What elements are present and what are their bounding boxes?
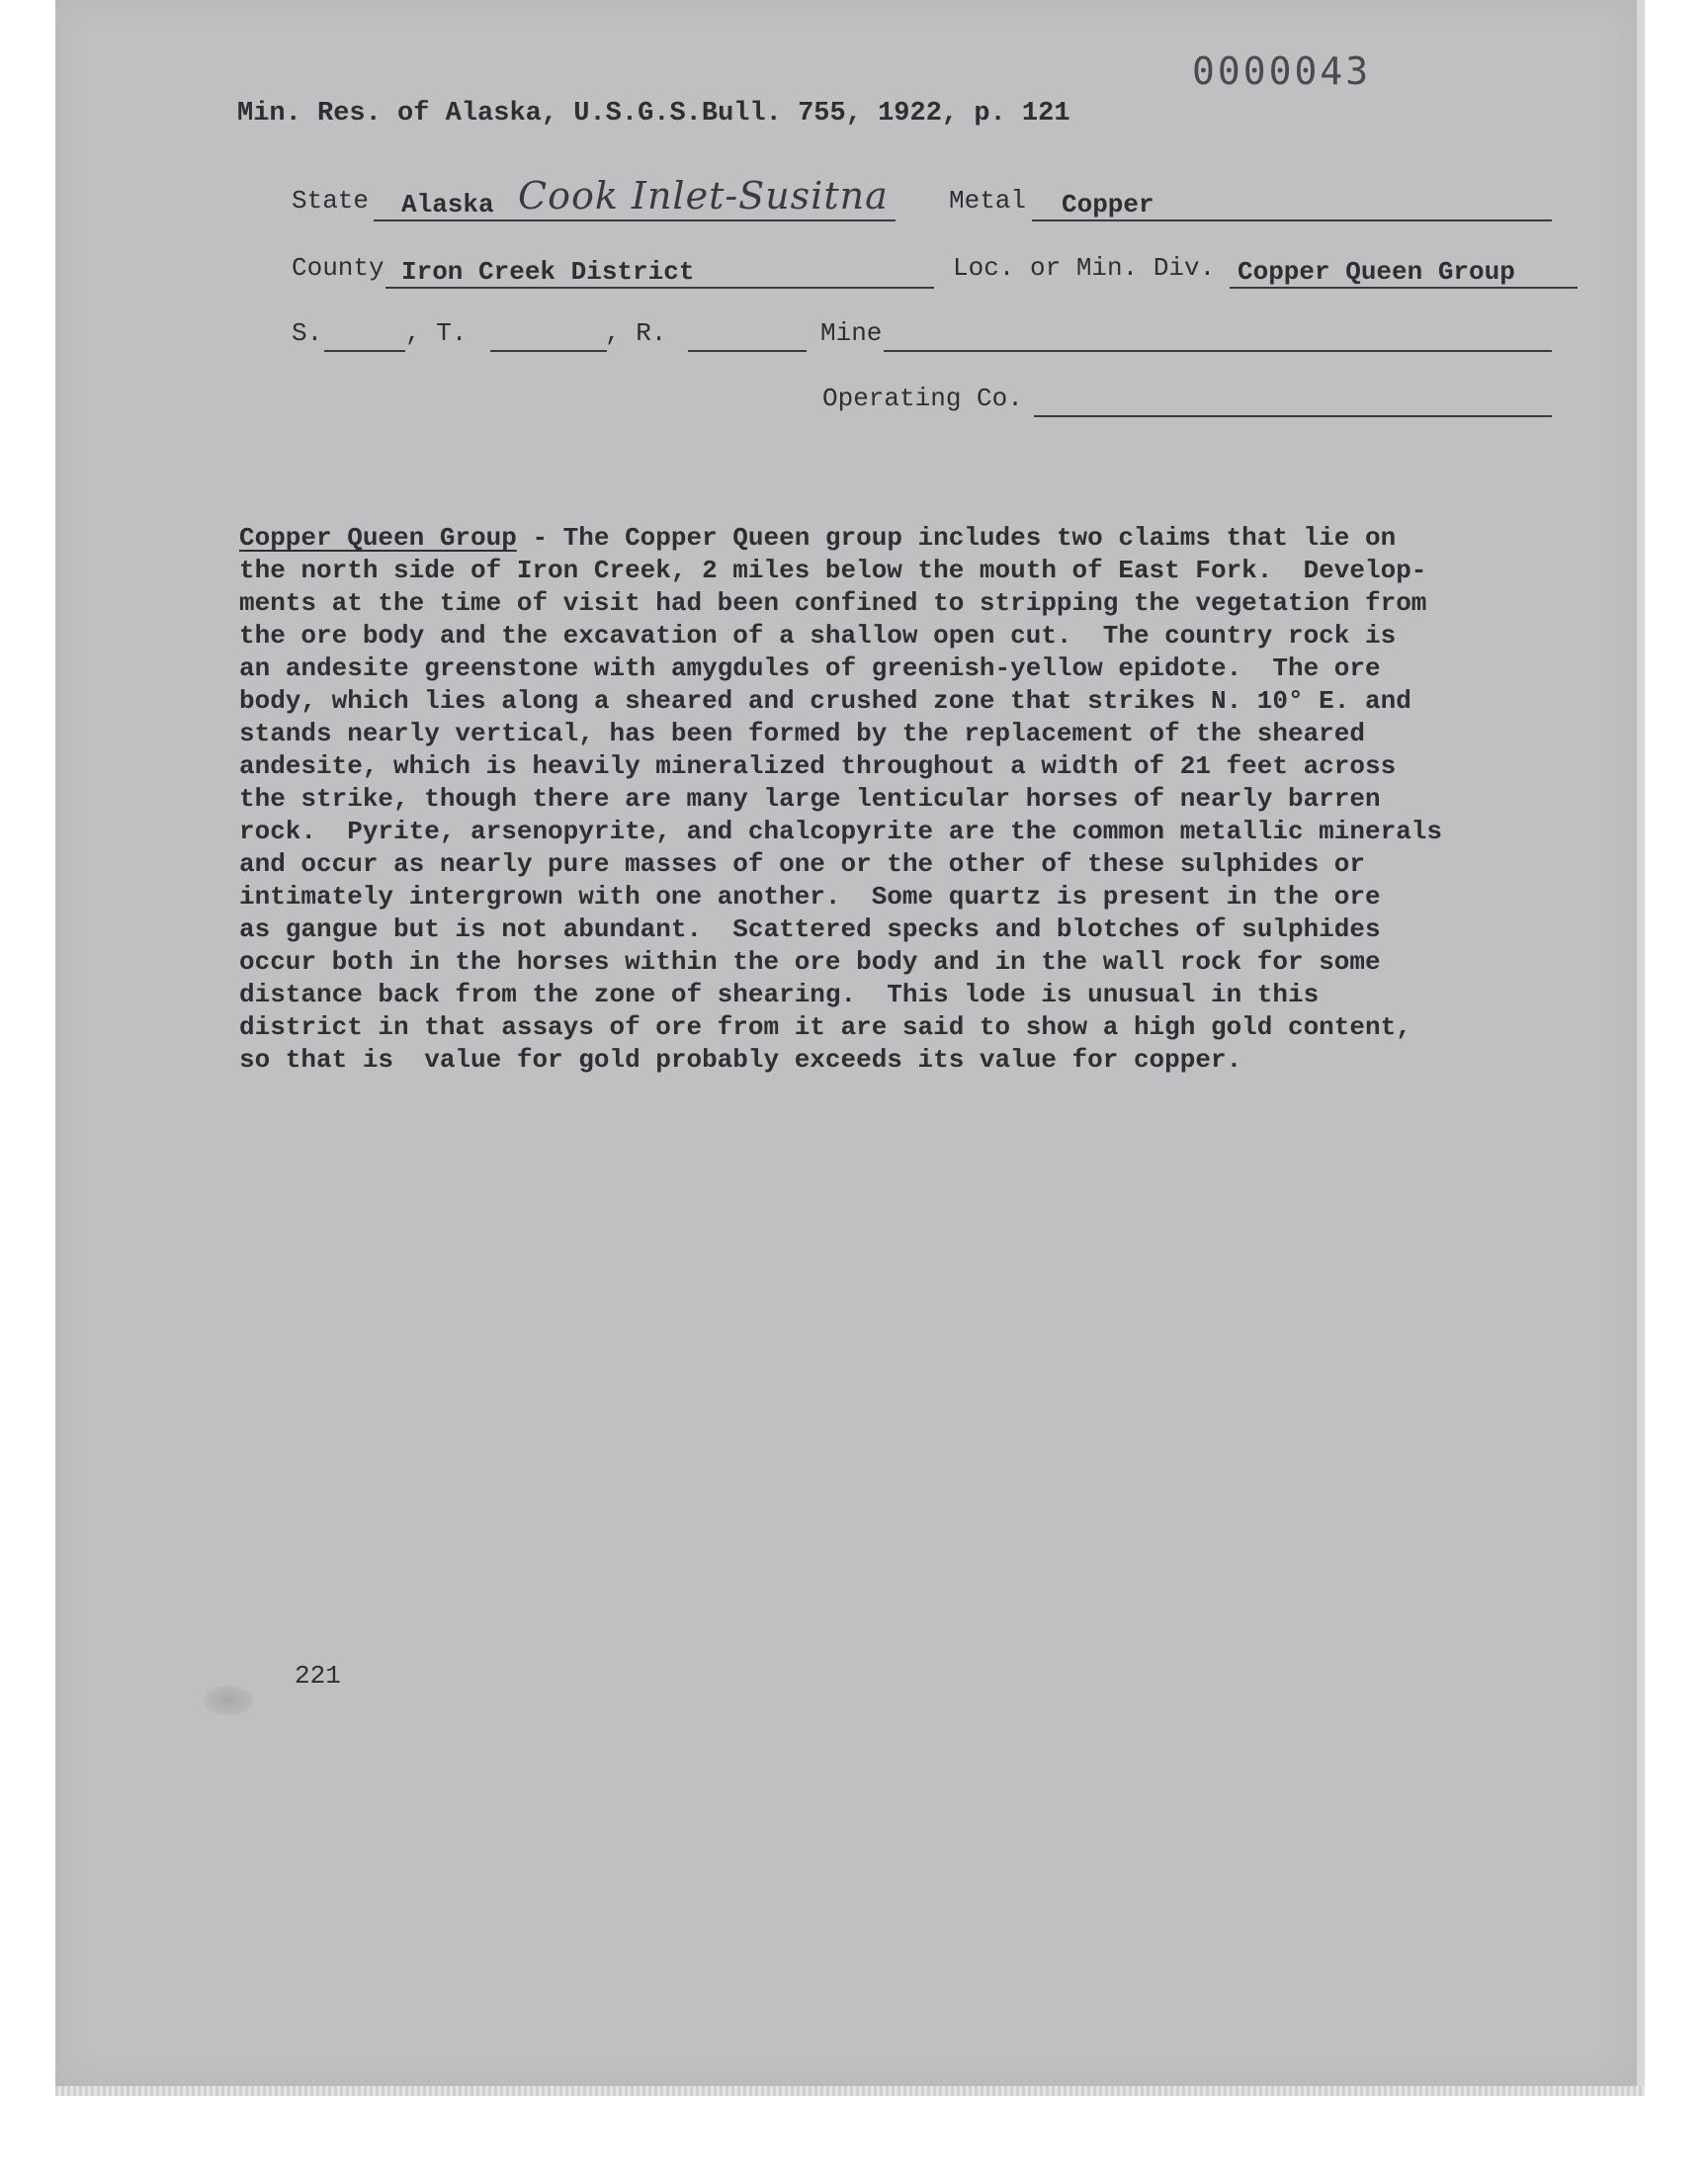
- scanned-page: [55, 0, 1637, 2086]
- body-line: andesite, which is heavily mineralized throughout a width of 21 feet across: [239, 751, 1397, 781]
- body-line: occur both in the horses within the ore body and in the wall rock for some: [239, 947, 1381, 977]
- operating-co-underline: [1034, 415, 1552, 417]
- loc-underline: [1230, 287, 1578, 289]
- body-line: as gangue but is not abundant. Scattered specks and blotches of sulphides: [239, 914, 1381, 944]
- range-underline: [688, 350, 807, 352]
- page-right-edge: [1637, 0, 1645, 2086]
- range-label: , R.: [605, 318, 667, 348]
- state-value: Alaska: [401, 190, 494, 219]
- operating-co-label: Operating Co.: [822, 384, 1023, 413]
- body-line: so that is value for gold probably exceeds its value for copper.: [239, 1045, 1242, 1075]
- body-line: the ore body and the excavation of a shallow open cut. The country rock is: [239, 621, 1397, 651]
- body-line: an andesite greenstone with amygdules of greenish-yellow epidote. The ore: [239, 653, 1381, 683]
- county-underline: [385, 287, 934, 289]
- county-label: County: [292, 253, 384, 283]
- body-line: intimately intergrown with one another. Some quartz is present in the ore: [239, 882, 1381, 912]
- loc-label: Loc. or Min. Div.: [953, 253, 1216, 283]
- state-underline: [374, 219, 896, 221]
- mine-label: Mine: [820, 318, 883, 348]
- page-bottom-edge: [55, 2086, 1645, 2096]
- metal-value: Copper: [1062, 190, 1154, 219]
- body-line: body, which lies along a sheared and crushed zone that strikes N. 10° E. and: [239, 686, 1411, 716]
- body-line: distance back from the zone of shearing. This lode is unusual in this: [239, 980, 1320, 1009]
- document-number: 0000043: [1192, 49, 1372, 93]
- body-heading: Copper Queen Group: [239, 523, 517, 553]
- scan-smudge: [204, 1686, 253, 1715]
- county-value: Iron Creek District: [401, 257, 695, 287]
- township-label: , T.: [405, 318, 468, 348]
- body-line: and occur as nearly pure masses of one or the other of these sulphides or: [239, 849, 1365, 879]
- body-line: ments at the time of visit had been confined to stripping the vegetation from: [239, 588, 1427, 618]
- metal-label: Metal: [949, 186, 1027, 216]
- state-label: State: [292, 186, 370, 216]
- section-label: S.: [292, 318, 323, 348]
- loc-value: Copper Queen Group: [1238, 257, 1515, 287]
- body-text: [239, 522, 1603, 1077]
- page-number: 221: [295, 1661, 341, 1691]
- body-line: rock. Pyrite, arsenopyrite, and chalcopyrite are the common metallic minerals: [239, 817, 1442, 846]
- section-underline: [324, 350, 405, 352]
- body-line: district in that assays of ore from it are said to show a high gold content,: [239, 1012, 1411, 1042]
- body-line: stands nearly vertical, has been formed by the replacement of the sheared: [239, 719, 1365, 748]
- body-line: the north side of Iron Creek, 2 miles below the mouth of East Fork. Develop-: [239, 556, 1427, 585]
- state-handwritten-note: Cook Inlet-Susitna: [518, 174, 889, 218]
- citation: Min. Res. of Alaska, U.S.G.S.Bull. 755, 1922, p. 121: [237, 99, 1070, 129]
- mine-underline: [884, 350, 1552, 352]
- metal-underline: [1032, 219, 1552, 221]
- body-line: the strike, though there are many large lenticular horses of nearly barren: [239, 784, 1381, 814]
- body-line-1: Copper Queen Group - The Copper Queen group includes two claims that lie on: [239, 523, 1397, 553]
- township-underline: [490, 350, 607, 352]
